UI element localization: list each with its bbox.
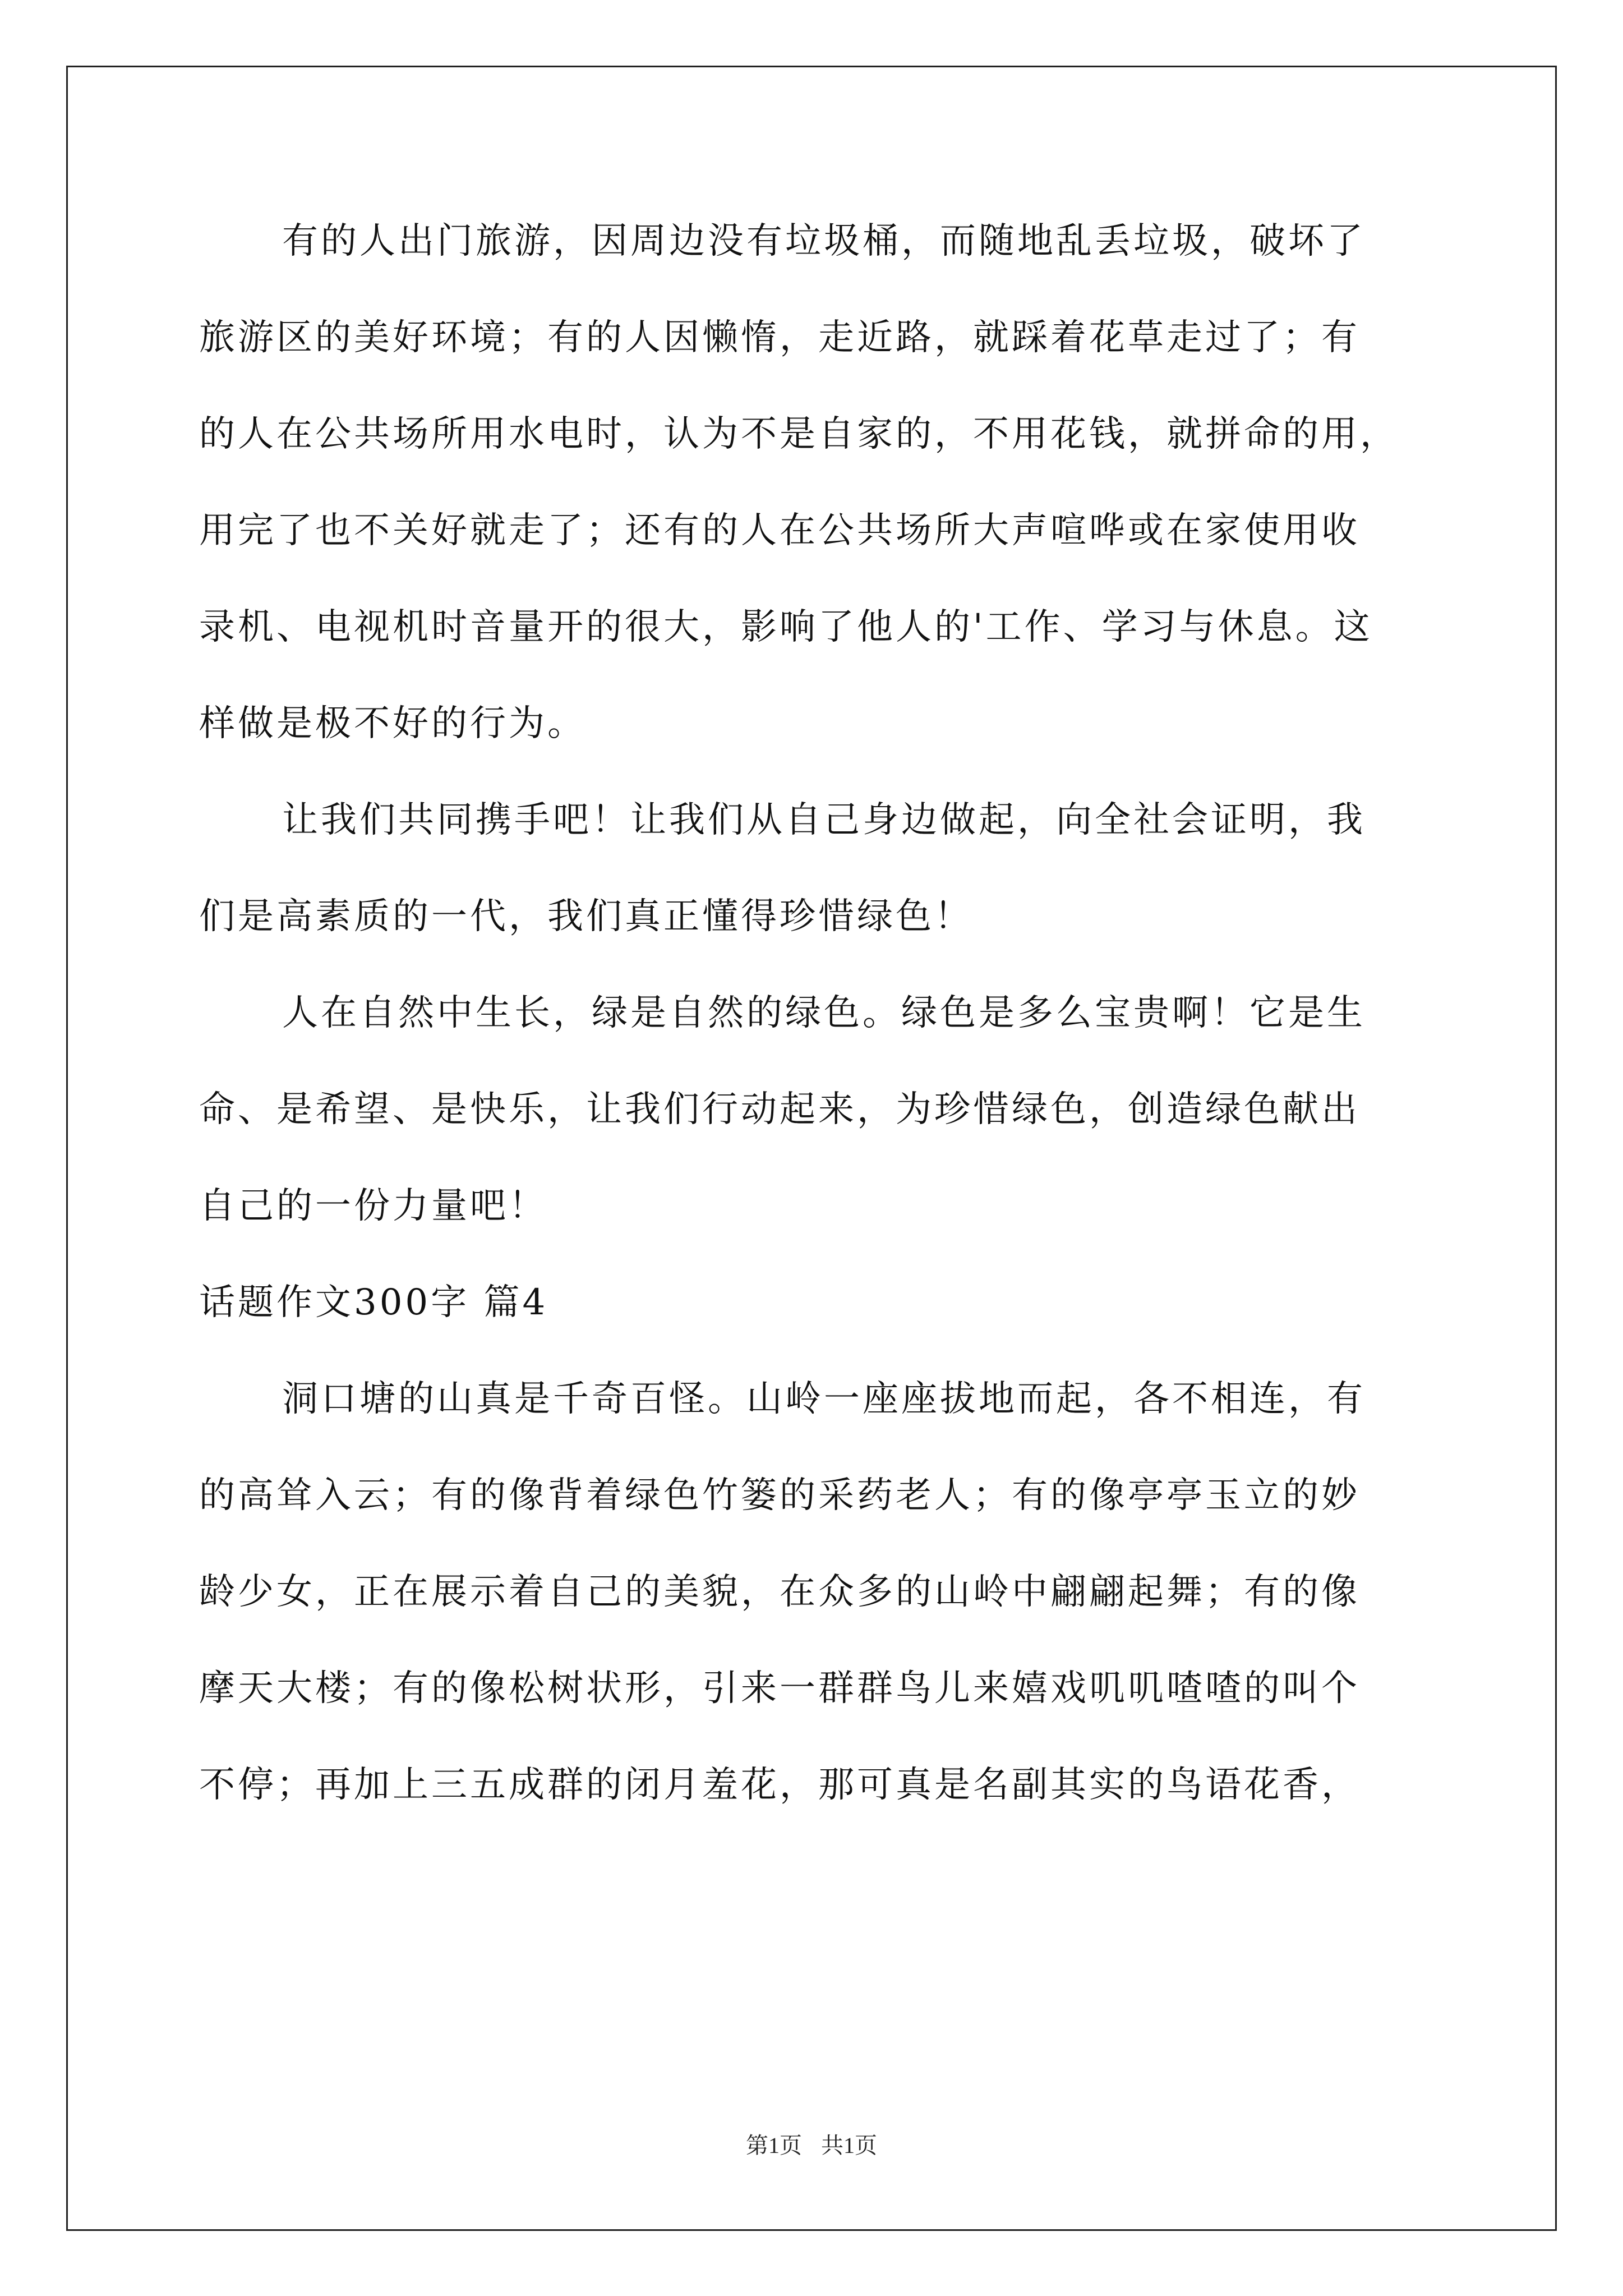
paragraph-line: 摩天大楼；有的像松树状形，引来一群群鸟儿来嬉戏叽叽喳喳的叫个 — [199, 1668, 1360, 1709]
paragraph-line: 们是高素质的一代，我们真正懂得珍惜绿色！ — [199, 896, 973, 937]
paragraph-line: 自己的一份力量吧！ — [199, 1185, 547, 1227]
paragraph-line: 洞口塘的山真是千奇百怪。山岭一座座拔地而起，各不相连，有 — [282, 1378, 1366, 1420]
page-footer — [0, 2129, 1623, 2162]
page-total: 共1页 — [821, 2133, 877, 2158]
page-number: 第1页 — [746, 2133, 802, 2158]
paragraph-line: 命、是希望、是快乐，让我们行动起来，为珍惜绿色，创造绿色献出 — [199, 1089, 1360, 1130]
paragraph-line: 旅游区的美好环境；有的人因懒惰，走近路，就踩着花草走过了；有 — [199, 317, 1360, 358]
section-heading: 话题作文300字 篇4 — [199, 1282, 548, 1323]
paragraph-line: 龄少女，正在展示着自己的美貌，在众多的山岭中翩翩起舞；有的像 — [199, 1571, 1360, 1613]
paragraph-line: 让我们共同携手吧！让我们从自己身边做起，向全社会证明，我 — [282, 799, 1366, 841]
paragraph-line: 有的人出门旅游，因周边没有垃圾桶，而随地乱丢垃圾，破坏了 — [282, 220, 1366, 262]
paragraph-line: 人在自然中生长，绿是自然的绿色。绿色是多么宝贵啊！它是生 — [282, 992, 1366, 1034]
paragraph-line: 样做是极不好的行为。 — [199, 703, 586, 744]
paragraph-line: 的人在公共场所用水电时，认为不是自家的，不用花钱，就拼命的用， — [199, 413, 1399, 455]
page-border — [66, 66, 1557, 2231]
paragraph-line: 录机、电视机时音量开的很大，影响了他人的'工作、学习与休息。这 — [199, 606, 1373, 648]
paragraph-line: 的高耸入云；有的像背着绿色竹篓的采药老人；有的像亭亭玉立的妙 — [199, 1475, 1360, 1516]
paragraph-line: 用完了也不关好就走了；还有的人在公共场所大声喧哗或在家使用收 — [199, 510, 1360, 551]
paragraph-line: 不停；再加上三五成群的闭月羞花，那可真是名副其实的鸟语花香， — [199, 1764, 1360, 1806]
